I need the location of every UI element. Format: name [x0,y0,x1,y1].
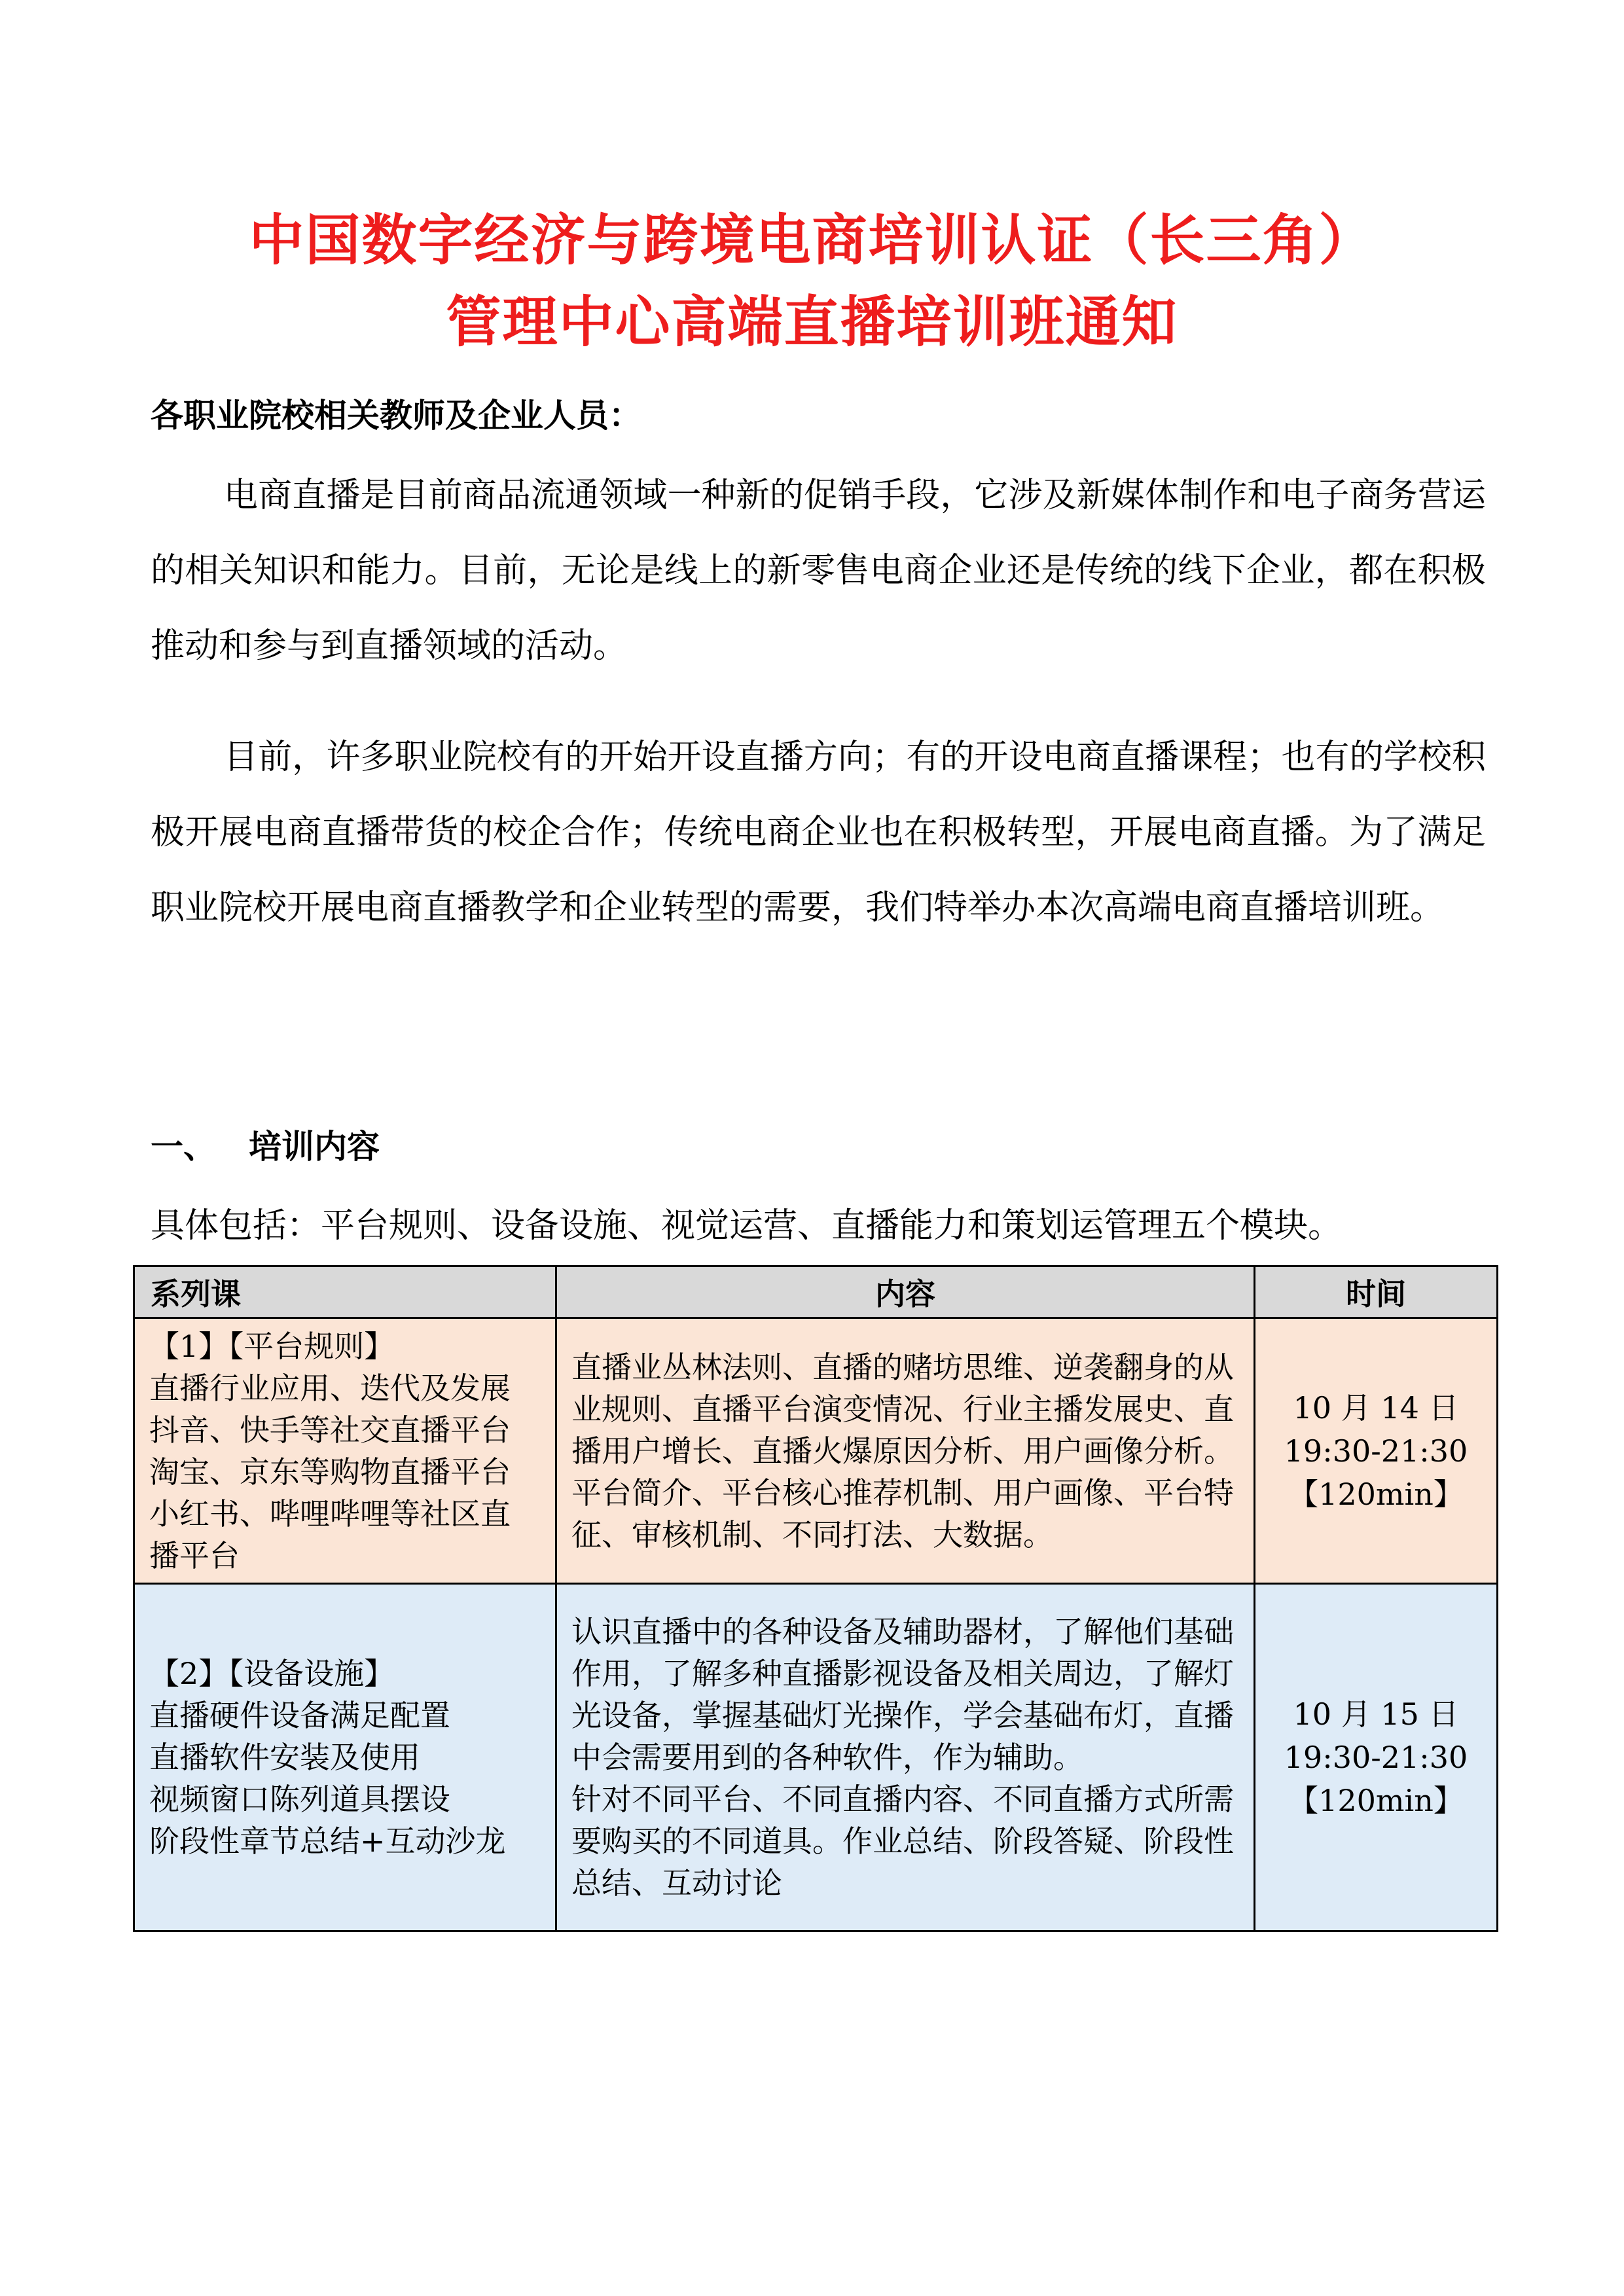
time-cell [1255,1318,1498,1584]
time-range: 19:30-21:30 [1284,1433,1468,1469]
content-paragraph: 针对不同平台、不同直播内容、不同直播方式所需要购买的不同道具。作业总结、阶段答疑、阶段性总结、互动讨论 [571,1782,1234,1901]
section-intro: 具体包括：平台规则、设备设施、视觉运营、直播能力和策划运管理五个模块。 [151,1206,1343,1246]
series-line: 阶段性章节总结+互动沙龙 [149,1823,506,1859]
salutation: 各职业院校相关教师及企业人员： [151,397,641,435]
series-line: 抖音、快手等社交直播平台 [149,1412,511,1448]
series-line: 小红书、哔哩哔哩等社区直 [149,1496,511,1532]
section-heading [151,1121,380,1168]
section-number: 一、 [151,1128,216,1166]
table-header-row [134,1266,1498,1318]
paragraph-2: 目前，许多职业院校有的开始开设直播方向；有的开设电商直播课程；也有的学校积极开展电商直播带货的校企合作；传统电商企业也在积极转型，开展电商直播。为了满足职业院校开展电商直播教学和企业转型的需要，我们特举办本次高端电商直播培训班。 [151,738,1486,927]
series-line: 淘宝、京东等购物直播平台 [149,1454,511,1490]
duration: 【120min】 [1288,1476,1464,1512]
table-row [134,1584,1498,1931]
time-range: 19:30-21:30 [1284,1740,1468,1775]
series-line: 直播硬件设备满足配置 [149,1698,450,1733]
series-line: 【2】【设备设施】 [149,1656,395,1691]
series-line: 视频窗口陈列道具摆设 [149,1782,450,1817]
table-row [134,1318,1498,1584]
content-cell [556,1318,1255,1584]
time-cell [1255,1584,1498,1931]
title-line-2: 管理中心高端直播培训班通知 [446,290,1178,354]
duration: 【120min】 [1288,1783,1464,1818]
date-text: 10 月 14 日 [1293,1390,1459,1426]
course-table [133,1265,1498,1932]
series-cell [134,1584,556,1931]
paragraph-1: 电商直播是目前商品流通领域一种新的促销手段，它涉及新媒体制作和电子商务营运的相关知识和能力。目前，无论是线上的新零售电商企业还是传统的线下企业，都在积极推动和参与到直播领域的活动。 [151,476,1486,666]
content-paragraph: 认识直播中的各种设备及辅助器材，了解他们基础作用，了解多种直播影视设备及相关周边，了解灯光设备，掌握基础灯光操作，学会基础布灯，直播中会需要用到的各种软件，作为辅助。 [571,1614,1234,1775]
series-line: 播平台 [149,1537,240,1573]
header-series: 系列课 [134,1266,556,1318]
series-line: 【1】【平台规则】 [149,1328,395,1364]
content-cell [556,1584,1255,1931]
title-line-1: 中国数字经济与跨境电商培训认证（长三角） [249,208,1375,272]
series-cell [134,1318,556,1584]
content-paragraph: 平台简介、平台核心推荐机制、用户画像、平台特征、审核机制、不同打法、大数据。 [571,1475,1234,1552]
content-paragraph: 直播业丛林法则、直播的赌坊思维、逆袭翻身的从业规则、直播平台演变情况、行业主播发展史、直播用户增长、直播火爆原因分析、用户画像分析。 [571,1349,1234,1469]
date-text: 10 月 15 日 [1293,1696,1459,1732]
series-line: 直播行业应用、迭代及发展 [149,1370,511,1406]
series-line: 直播软件安装及使用 [149,1740,420,1775]
header-content: 内容 [556,1266,1255,1318]
section-title: 培训内容 [249,1128,380,1166]
header-time: 时间 [1255,1266,1498,1318]
